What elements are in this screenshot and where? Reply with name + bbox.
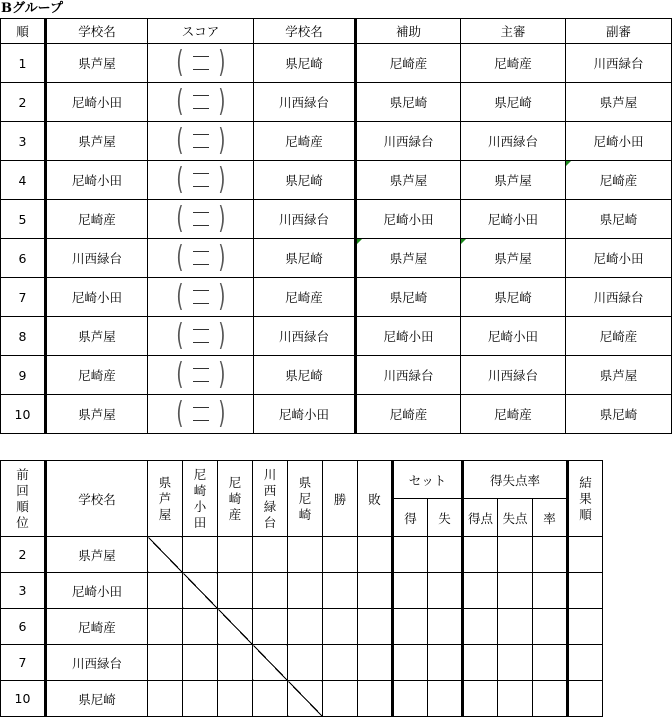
header-prev-rank-text: 前回順位: [16, 466, 29, 530]
schedule-row: [1, 395, 672, 434]
match-order: 6: [1, 239, 46, 278]
match-sub-referee: 川西緑台: [566, 278, 672, 317]
stat-cell: [323, 609, 358, 645]
header-opponent-3-text: 川西緑台: [263, 466, 277, 530]
standings-row: [1, 681, 603, 717]
stat-cell: [358, 573, 393, 609]
standings-school: 尼崎小田: [46, 573, 148, 609]
match-referee: 県芦屋: [461, 161, 566, 200]
match-assist: 県芦屋: [356, 161, 461, 200]
score-box: [148, 83, 253, 121]
match-schedule-table: [0, 18, 672, 434]
stat-cell: [323, 681, 358, 717]
left-bracket-icon: (: [176, 318, 184, 353]
left-bracket-icon: (: [176, 123, 184, 158]
stat-cell: [533, 681, 568, 717]
standings-row: [1, 537, 603, 573]
diagonal-cell: [148, 537, 183, 573]
match-order: 7: [1, 278, 46, 317]
standings-header-row-1: [1, 461, 603, 499]
stat-cell: [463, 681, 498, 717]
diagonal-cell: [183, 573, 218, 609]
stat-cell: [498, 537, 533, 573]
match-sub-referee: 県尼崎: [566, 200, 672, 239]
score-placeholder: [190, 124, 212, 158]
header-opponent-4: [288, 461, 323, 537]
match-order: 3: [1, 122, 46, 161]
right-bracket-icon: ): [217, 45, 225, 80]
match-school2: 川西緑台: [254, 317, 356, 356]
match-result-cell: [288, 609, 323, 645]
match-school1: 県芦屋: [46, 395, 148, 434]
stat-cell: [428, 537, 463, 573]
stat-cell: [323, 537, 358, 573]
match-school1: 川西緑台: [46, 239, 148, 278]
match-school1: 尼崎小田: [46, 83, 148, 122]
match-order: 2: [1, 83, 46, 122]
header-sub-referee: 副審: [566, 19, 672, 44]
match-result-cell: [253, 573, 288, 609]
score-dash-top-icon: [193, 212, 209, 213]
match-result-cell: [183, 645, 218, 681]
match-referee: 県芦屋: [461, 239, 566, 278]
match-sub-referee: 県芦屋: [566, 356, 672, 395]
match-assist: 尼崎産: [356, 395, 461, 434]
match-result-cell: [183, 537, 218, 573]
score-placeholder: [190, 46, 212, 80]
left-bracket-icon: (: [176, 279, 184, 314]
right-bracket-icon: ): [217, 396, 225, 431]
score-box: [148, 317, 253, 355]
header-set: セット: [393, 461, 463, 499]
schedule-row: [1, 44, 672, 83]
right-bracket-icon: ): [217, 201, 225, 236]
standings-school: 県尼崎: [46, 681, 148, 717]
match-assist: 尼崎産: [356, 44, 461, 83]
header-opponent-1-text: 尼崎小田: [193, 466, 207, 530]
score-placeholder: [190, 358, 212, 392]
match-sub-referee: 尼崎産: [566, 317, 672, 356]
match-result-cell: [148, 609, 183, 645]
header-result-rank-text: 結果順: [579, 474, 592, 522]
match-sub-referee: 尼崎小田: [566, 122, 672, 161]
match-school2: 県尼崎: [254, 44, 356, 83]
score-cell: [148, 317, 254, 356]
score-dash-top-icon: [193, 368, 209, 369]
stat-cell: [393, 609, 428, 645]
score-dash-bottom-icon: [193, 186, 209, 187]
match-result-cell: [253, 609, 288, 645]
prev-rank: 7: [1, 645, 46, 681]
stat-cell: [358, 537, 393, 573]
stat-cell: [428, 645, 463, 681]
match-assist: 川西緑台: [356, 122, 461, 161]
score-box: [148, 356, 253, 394]
match-sub-referee: 川西緑台: [566, 44, 672, 83]
header-opponent-0: [148, 461, 183, 537]
match-result-cell: [183, 609, 218, 645]
header-school1: 学校名: [46, 19, 148, 44]
stat-cell: [463, 645, 498, 681]
match-school2: 県尼崎: [254, 239, 356, 278]
score-box: [148, 395, 253, 433]
stat-cell: [428, 681, 463, 717]
standings-row: [1, 645, 603, 681]
stat-cell: [428, 609, 463, 645]
score-placeholder: [190, 85, 212, 119]
diagonal-cell: [288, 681, 323, 717]
header-result-rank: [568, 461, 603, 537]
score-cell: [148, 395, 254, 434]
stat-cell: [568, 645, 603, 681]
score-dash-bottom-icon: [193, 69, 209, 70]
diagonal-cell: [218, 609, 253, 645]
right-bracket-icon: ): [217, 318, 225, 353]
score-cell: [148, 278, 254, 317]
match-order: 9: [1, 356, 46, 395]
match-assist: 県尼崎: [356, 83, 461, 122]
score-dash-top-icon: [193, 407, 209, 408]
right-bracket-icon: ): [217, 279, 225, 314]
stat-cell: [358, 645, 393, 681]
standings-school: 川西緑台: [46, 645, 148, 681]
header-opponent-3: [253, 461, 288, 537]
match-order: 4: [1, 161, 46, 200]
stat-cell: [568, 537, 603, 573]
stat-cell: [463, 609, 498, 645]
header-assist: 補助: [356, 19, 461, 44]
stat-cell: [358, 681, 393, 717]
stat-cell: [533, 537, 568, 573]
prev-rank: 2: [1, 537, 46, 573]
stat-cell: [568, 681, 603, 717]
header-ratio-group: 得失点率: [463, 461, 568, 499]
match-school2: 尼崎産: [254, 122, 356, 161]
stat-cell: [393, 681, 428, 717]
score-dash-bottom-icon: [193, 108, 209, 109]
match-result-cell: [218, 573, 253, 609]
right-bracket-icon: ): [217, 162, 225, 197]
header-score: スコア: [148, 19, 254, 44]
score-dash-top-icon: [193, 329, 209, 330]
header-prev-rank: [1, 461, 46, 537]
right-bracket-icon: ): [217, 357, 225, 392]
header-ratio: 率: [533, 499, 568, 537]
standings-row: [1, 609, 603, 645]
stat-cell: [498, 573, 533, 609]
match-result-cell: [253, 537, 288, 573]
header-opponent-2: [218, 461, 253, 537]
header-points-for: 得点: [463, 499, 498, 537]
score-box: [148, 161, 253, 199]
match-school2: 川西緑台: [254, 83, 356, 122]
match-referee: 県尼崎: [461, 83, 566, 122]
schedule-row: [1, 317, 672, 356]
header-referee: 主審: [461, 19, 566, 44]
standings-table: [0, 460, 603, 717]
score-dash-bottom-icon: [193, 225, 209, 226]
match-result-cell: [218, 681, 253, 717]
header-order: 順: [1, 19, 46, 44]
schedule-row: [1, 161, 672, 200]
score-box: [148, 200, 253, 238]
match-assist: 川西緑台: [356, 356, 461, 395]
score-dash-bottom-icon: [193, 264, 209, 265]
score-dash-bottom-icon: [193, 381, 209, 382]
match-order: 1: [1, 44, 46, 83]
match-referee: 尼崎産: [461, 395, 566, 434]
score-cell: [148, 83, 254, 122]
score-cell: [148, 356, 254, 395]
stat-cell: [498, 645, 533, 681]
stat-cell: [533, 609, 568, 645]
match-result-cell: [288, 573, 323, 609]
stat-cell: [358, 609, 393, 645]
match-school1: 尼崎小田: [46, 278, 148, 317]
match-school1: 尼崎産: [46, 356, 148, 395]
match-school1: 尼崎小田: [46, 161, 148, 200]
stat-cell: [393, 573, 428, 609]
match-referee: 尼崎産: [461, 44, 566, 83]
right-bracket-icon: ): [217, 84, 225, 119]
right-bracket-icon: ): [217, 123, 225, 158]
score-placeholder: [190, 280, 212, 314]
left-bracket-icon: (: [176, 84, 184, 119]
stat-cell: [568, 609, 603, 645]
header-school2: 学校名: [254, 19, 356, 44]
match-school1: 県芦屋: [46, 44, 148, 83]
score-dash-top-icon: [193, 134, 209, 135]
stat-cell: [393, 645, 428, 681]
score-cell: [148, 200, 254, 239]
match-order: 5: [1, 200, 46, 239]
score-dash-bottom-icon: [193, 147, 209, 148]
header-set-won: 得: [393, 499, 428, 537]
stat-cell: [323, 573, 358, 609]
match-order: 10: [1, 395, 46, 434]
score-dash-bottom-icon: [193, 303, 209, 304]
group-title: Bグループ: [1, 1, 63, 16]
score-cell: [148, 161, 254, 200]
prev-rank: 10: [1, 681, 46, 717]
stat-cell: [498, 681, 533, 717]
stat-cell: [533, 573, 568, 609]
stat-cell: [428, 573, 463, 609]
match-sub-referee: 県芦屋: [566, 83, 672, 122]
match-assist: 尼崎小田: [356, 200, 461, 239]
score-box: [148, 239, 253, 277]
match-school2: 川西緑台: [254, 200, 356, 239]
score-box: [148, 44, 253, 82]
match-school2: 尼崎小田: [254, 395, 356, 434]
left-bracket-icon: (: [176, 357, 184, 392]
match-result-cell: [218, 645, 253, 681]
header-opponent-2-text: 尼崎産: [228, 474, 242, 522]
score-placeholder: [190, 241, 212, 275]
stat-cell: [463, 537, 498, 573]
left-bracket-icon: (: [176, 201, 184, 236]
score-box: [148, 122, 253, 160]
match-school1: 尼崎産: [46, 200, 148, 239]
stat-cell: [393, 537, 428, 573]
schedule-row: [1, 239, 672, 278]
left-bracket-icon: (: [176, 162, 184, 197]
standings-row: [1, 573, 603, 609]
score-cell: [148, 44, 254, 83]
match-result-cell: [253, 681, 288, 717]
match-sub-referee: 県尼崎: [566, 395, 672, 434]
match-referee: 尼崎小田: [461, 200, 566, 239]
match-referee: 川西緑台: [461, 122, 566, 161]
match-referee: 川西緑台: [461, 356, 566, 395]
score-placeholder: [190, 202, 212, 236]
match-result-cell: [288, 537, 323, 573]
stat-cell: [463, 573, 498, 609]
score-box: [148, 278, 253, 316]
schedule-row: [1, 200, 672, 239]
match-sub-referee: 尼崎小田: [566, 239, 672, 278]
score-placeholder: [190, 319, 212, 353]
match-result-cell: [288, 645, 323, 681]
score-dash-bottom-icon: [193, 420, 209, 421]
score-dash-top-icon: [193, 56, 209, 57]
score-dash-bottom-icon: [193, 342, 209, 343]
header-loss: 敗: [358, 461, 393, 537]
match-school1: 県芦屋: [46, 122, 148, 161]
match-assist: 尼崎小田: [356, 317, 461, 356]
stat-cell: [498, 609, 533, 645]
stat-cell: [323, 645, 358, 681]
schedule-row: [1, 122, 672, 161]
match-assist: 県尼崎: [356, 278, 461, 317]
prev-rank: 6: [1, 609, 46, 645]
right-bracket-icon: ): [217, 240, 225, 275]
match-sub-referee: 尼崎産: [566, 161, 672, 200]
match-result-cell: [183, 681, 218, 717]
match-school2: 尼崎産: [254, 278, 356, 317]
header-win: 勝: [323, 461, 358, 537]
left-bracket-icon: (: [176, 45, 184, 80]
standings-school: 尼崎産: [46, 609, 148, 645]
match-school2: 県尼崎: [254, 356, 356, 395]
schedule-header-row: [1, 19, 672, 44]
match-result-cell: [148, 681, 183, 717]
match-referee: 尼崎小田: [461, 317, 566, 356]
match-school1: 県芦屋: [46, 317, 148, 356]
match-assist: 県芦屋: [356, 239, 461, 278]
header-points-against: 失点: [498, 499, 533, 537]
left-bracket-icon: (: [176, 240, 184, 275]
schedule-row: [1, 356, 672, 395]
stat-cell: [533, 645, 568, 681]
standings-school: 県芦屋: [46, 537, 148, 573]
match-result-cell: [148, 573, 183, 609]
header-set-lost: 失: [428, 499, 463, 537]
score-dash-top-icon: [193, 173, 209, 174]
diagonal-cell: [253, 645, 288, 681]
match-referee: 県尼崎: [461, 278, 566, 317]
header-opponent-1: [183, 461, 218, 537]
schedule-row: [1, 278, 672, 317]
stat-cell: [568, 573, 603, 609]
left-bracket-icon: (: [176, 396, 184, 431]
header-opponent-4-text: 県尼崎: [298, 474, 312, 522]
match-school2: 県尼崎: [254, 161, 356, 200]
score-dash-top-icon: [193, 95, 209, 96]
prev-rank: 3: [1, 573, 46, 609]
schedule-row: [1, 83, 672, 122]
score-dash-top-icon: [193, 290, 209, 291]
score-placeholder: [190, 163, 212, 197]
score-dash-top-icon: [193, 251, 209, 252]
score-cell: [148, 122, 254, 161]
match-order: 8: [1, 317, 46, 356]
score-cell: [148, 239, 254, 278]
header-opponent-0-text: 県芦屋: [158, 474, 172, 522]
score-placeholder: [190, 397, 212, 431]
match-result-cell: [218, 537, 253, 573]
match-result-cell: [148, 645, 183, 681]
header-school: 学校名: [46, 461, 148, 537]
